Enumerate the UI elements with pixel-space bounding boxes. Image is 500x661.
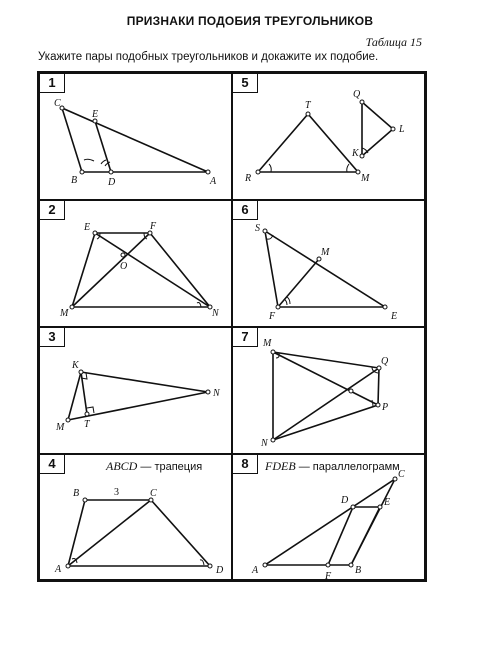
label-M: M — [60, 308, 69, 319]
cell-number: 4 — [40, 455, 65, 474]
label-B: B — [71, 175, 78, 186]
cell-number: 3 — [40, 328, 65, 347]
label-A: A — [252, 565, 259, 576]
label-F: F — [269, 311, 276, 322]
instruction-text: Укажите пары подобных треугольников и докажите их подобие. — [38, 51, 379, 63]
cell-number: 8 — [233, 455, 258, 474]
caption-text: — трапеция — [137, 461, 203, 473]
figure-1-diagram — [40, 74, 233, 201]
cell-8 — [232, 454, 425, 580]
label-P: P — [382, 402, 389, 413]
label-K: K — [352, 148, 359, 159]
label-C: C — [150, 488, 157, 499]
caption-variable: FDEB — [265, 459, 296, 473]
label-R: R — [245, 173, 252, 184]
label-F: F — [325, 571, 332, 582]
figure-3-diagram — [40, 328, 233, 455]
caption-variable: ABCD — [106, 459, 138, 473]
label-E: E — [391, 311, 398, 322]
label-E: E — [384, 497, 391, 508]
label-D: D — [341, 495, 349, 506]
label-M: M — [361, 173, 370, 184]
figure-6-diagram — [233, 201, 426, 328]
label-S: S — [255, 223, 260, 234]
label-Q: Q — [353, 89, 361, 100]
page-title: ПРИЗНАКИ ПОДОБИЯ ТРЕУГОЛЬНИКОВ — [126, 14, 374, 28]
cell-7 — [232, 327, 425, 454]
label-M: M — [321, 247, 330, 258]
figure-7-diagram — [233, 328, 426, 455]
label-N: N — [213, 388, 220, 399]
label-B: B — [355, 565, 362, 576]
cell-3 — [39, 327, 232, 454]
figure-8-diagram — [233, 455, 426, 581]
label-base-length: 3 — [114, 487, 119, 498]
label-B: B — [73, 488, 80, 499]
table-label: Таблица 15 — [365, 35, 422, 49]
cell-number: 6 — [233, 201, 258, 220]
label-T: T — [305, 100, 311, 111]
label-K: K — [72, 360, 79, 371]
cell-number: 1 — [40, 74, 65, 93]
caption-text: — параллелограмм — [295, 461, 400, 473]
cell-4 — [39, 454, 232, 580]
label-A: A — [210, 176, 217, 187]
cell-6 — [232, 200, 425, 327]
label-M: M — [263, 338, 272, 349]
label-C: C — [54, 98, 61, 109]
label-E: E — [84, 222, 91, 233]
label-F: F — [150, 221, 157, 232]
label-A: A — [55, 564, 62, 575]
cell-number: 7 — [233, 328, 258, 347]
cell-number: 5 — [233, 74, 258, 93]
label-Q: Q — [381, 356, 389, 367]
cell-1 — [39, 73, 232, 200]
label-E: E — [92, 109, 99, 120]
label-N: N — [212, 308, 219, 319]
label-O: O — [120, 261, 128, 272]
label-L: L — [399, 124, 405, 135]
label-D: D — [216, 565, 224, 576]
label-D: D — [108, 177, 116, 188]
label-T: T — [84, 419, 90, 430]
figure-4-diagram — [40, 455, 233, 581]
cell-5 — [232, 73, 425, 200]
figures-table — [37, 71, 427, 582]
cell-number: 2 — [40, 201, 65, 220]
label-N: N — [261, 438, 268, 449]
cell-2 — [39, 200, 232, 327]
figure-2-diagram — [40, 201, 233, 328]
label-M: M — [56, 422, 65, 433]
label-C: C — [398, 469, 405, 480]
figure-5-diagram — [233, 74, 426, 201]
